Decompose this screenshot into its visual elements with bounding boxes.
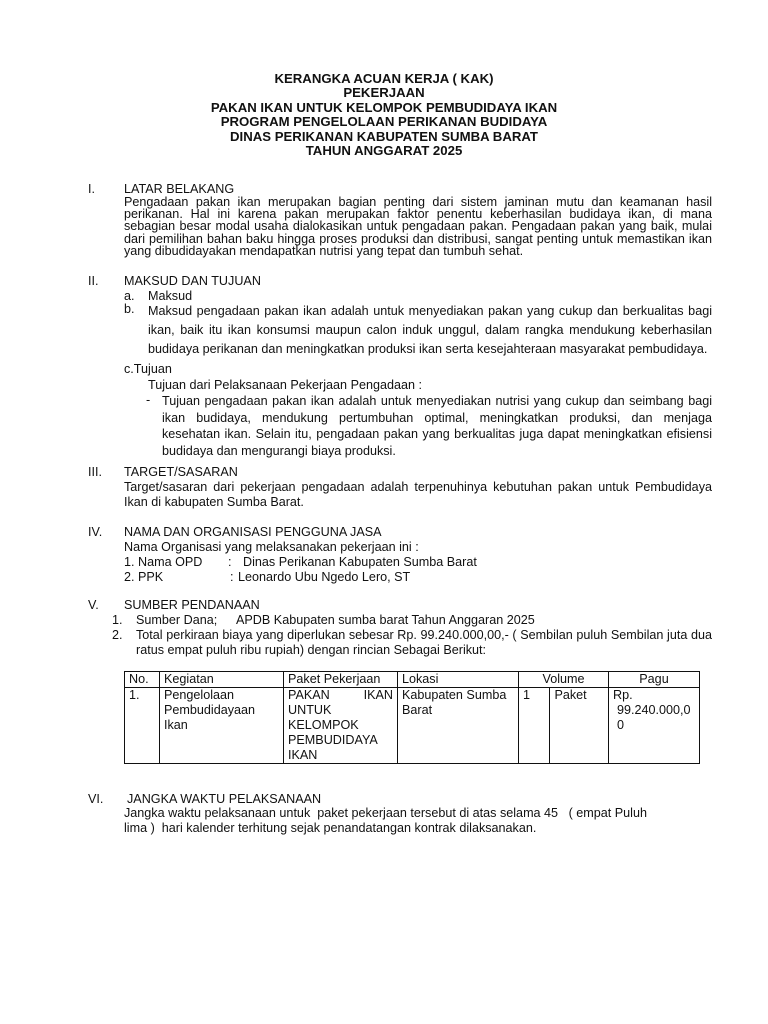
cell-pagu-line-3: 0	[617, 718, 625, 732]
header-lokasi: Lokasi	[398, 672, 519, 688]
section-3-body: Target/sasaran dari pekerjaan pengadaan adalah terpenuhinya kebutuhan pakan untuk Pembudidaya Ikan di kabupaten Sumba Barat.	[124, 480, 712, 509]
section-number: V.	[88, 598, 99, 612]
budget-table	[124, 671, 700, 764]
opd-label: 1. Nama OPD	[124, 555, 203, 569]
title-line-2: PEKERJAAN	[343, 85, 425, 101]
funding-source-label: Sumber Dana;	[136, 613, 218, 627]
ppk-separator: :	[230, 570, 234, 584]
header-pagu-text: Pagu	[639, 672, 669, 686]
tujuan-body: Tujuan pengadaan pakan ikan adalah untuk menyediakan nutrisi yang cukup dan seimbang bagi ikan budidaya, mendukung pertumbuhan optimal, meningkatkan produksi, dan menjaga kesehatan ikan. Selain itu, pengadaan pakan yang berkualitas juga dapat meningkatkan efisiensi budidaya dan mengurangi biaya produksi.	[162, 394, 712, 459]
list-label: b.	[124, 302, 135, 316]
header-paket: Paket Pekerjaan	[284, 672, 398, 688]
section-number: II.	[88, 274, 99, 288]
total-cost-text: Total perkiraan biaya yang diperlukan sebesar Rp. 99.240.000,00,- ( Sembilan puluh Sembilan juta dua ratus empat puluh ribu rupiah) dengan rincian Sebagai Berikut:	[136, 628, 712, 657]
maksud-label: Maksud	[148, 289, 193, 303]
header-volume	[519, 672, 609, 688]
funding-source-row	[112, 613, 535, 627]
dash-bullet: -	[146, 393, 151, 407]
title-line-4: PROGRAM PENGELOLAAN PERIKANAN BUDIDAYA	[220, 114, 548, 130]
title-line-1: KERANGKA ACUAN KERJA ( KAK)	[274, 71, 494, 86]
duration-line-2: lima ) hari kalender terhitung sejak penandatangan kontrak dilaksanakan.	[124, 821, 537, 835]
section-heading: MAKSUD DAN TUJUAN	[124, 274, 261, 288]
opd-row	[124, 555, 477, 569]
cell-lokasi: Kabupaten Sumba Barat	[398, 688, 519, 764]
section-heading: LATAR BELAKANG	[124, 182, 235, 196]
tujuan-label: c.Tujuan	[124, 362, 172, 376]
table-row	[125, 688, 700, 764]
section-number: IV.	[88, 525, 103, 539]
header-no: No.	[125, 672, 160, 688]
cell-volume-unit: Paket	[550, 688, 609, 764]
cell-paket	[284, 688, 398, 764]
cell-pagu-line-2: 99.240.000,0	[617, 703, 691, 717]
section-heading: JANGKA WAKTU PELAKSANAAN	[127, 792, 322, 806]
cell-volume-qty: 1	[519, 688, 550, 764]
list-number: 1.	[112, 613, 123, 627]
table-header-row	[125, 672, 700, 688]
cell-pagu-line-1: Rp.	[613, 688, 633, 702]
duration-line-1: Jangka waktu pelaksanaan untuk paket pekerjaan tersebut di atas selama 45 ( empat Puluh	[124, 806, 647, 820]
title-line-3: PAKAN IKAN UNTUK KELOMPOK PEMBUDIDAYA IKAN	[210, 99, 558, 115]
section-heading: NAMA DAN ORGANISASI PENGGUNA JASA	[124, 525, 382, 539]
opd-separator: :	[228, 555, 232, 569]
title-line-6: TAHUN ANGGARAT 2025	[305, 143, 463, 159]
section-4-intro: Nama Organisasi yang melaksanakan pekerjaan ini :	[124, 540, 419, 554]
header-kegiatan: Kegiatan	[160, 672, 284, 688]
funding-source-value: APDB Kabupaten sumba barat Tahun Anggaran 2025	[236, 613, 535, 627]
ppk-value: Leonardo Ubu Ngedo Lero, ST	[238, 570, 411, 584]
cell-paket-rest: UNTUK KELOMPOK PEMBUDIDAYA IKAN	[288, 703, 378, 762]
ppk-label: 2. PPK	[124, 570, 164, 584]
section-number: VI.	[88, 792, 104, 806]
maksud-body: Maksud pengadaan pakan ikan adalah untuk menyediakan pakan yang cukup dan berkualitas bagi ikan, baik itu ikan konsumsi maupun calon induk unggul, dalam rangka mendukung keberhasilan budidaya perikanan dan meningkatkan produksi ikan serta kesejahteraan masyarakat pembudidaya.	[148, 304, 712, 356]
cell-paket-line-1: PAKAN IKAN	[288, 688, 393, 702]
maksud-label-row	[124, 289, 193, 303]
cell-no: 1.	[125, 688, 160, 764]
cell-pagu	[609, 688, 700, 764]
section-heading: TARGET/SASARAN	[124, 465, 238, 479]
list-number: 2.	[112, 628, 123, 642]
header-pagu	[609, 672, 700, 688]
tujuan-intro: Tujuan dari Pelaksanaan Pekerjaan Pengadaan :	[148, 378, 422, 392]
list-label: a.	[124, 289, 135, 303]
opd-value: Dinas Perikanan Kabupaten Sumba Barat	[243, 555, 477, 569]
cell-kegiatan: Pengelolaan Pembudidayaan Ikan	[160, 688, 284, 764]
document-title	[0, 72, 768, 158]
ppk-row	[124, 570, 411, 584]
section-number: III.	[88, 465, 102, 479]
section-heading: SUMBER PENDANAAN	[124, 598, 260, 612]
section-1-body: Pengadaan pakan ikan merupakan bagian penting dari sistem jaminan mutu dan keamanan hasil perikanan. Hal ini karena pakan merupakan faktor penentu keberhasilan budidaya ikan, di mana sebagian besar modal usaha dialokasikan untuk pengadaan pakan. Pengadaan pakan yang baik, mulai dari pemilihan bahan baku hingga proses produksi dan distribusi, sangat penting untuk memastikan ikan yang dibudidayakan mendapatkan nutrisi yang tepat dan tumbuh sehat.	[124, 195, 712, 258]
section-number: I.	[88, 182, 95, 196]
header-volume-text: Volume	[542, 672, 585, 686]
title-line-5: DINAS PERIKANAN KABUPATEN SUMBA BARAT	[230, 128, 538, 144]
